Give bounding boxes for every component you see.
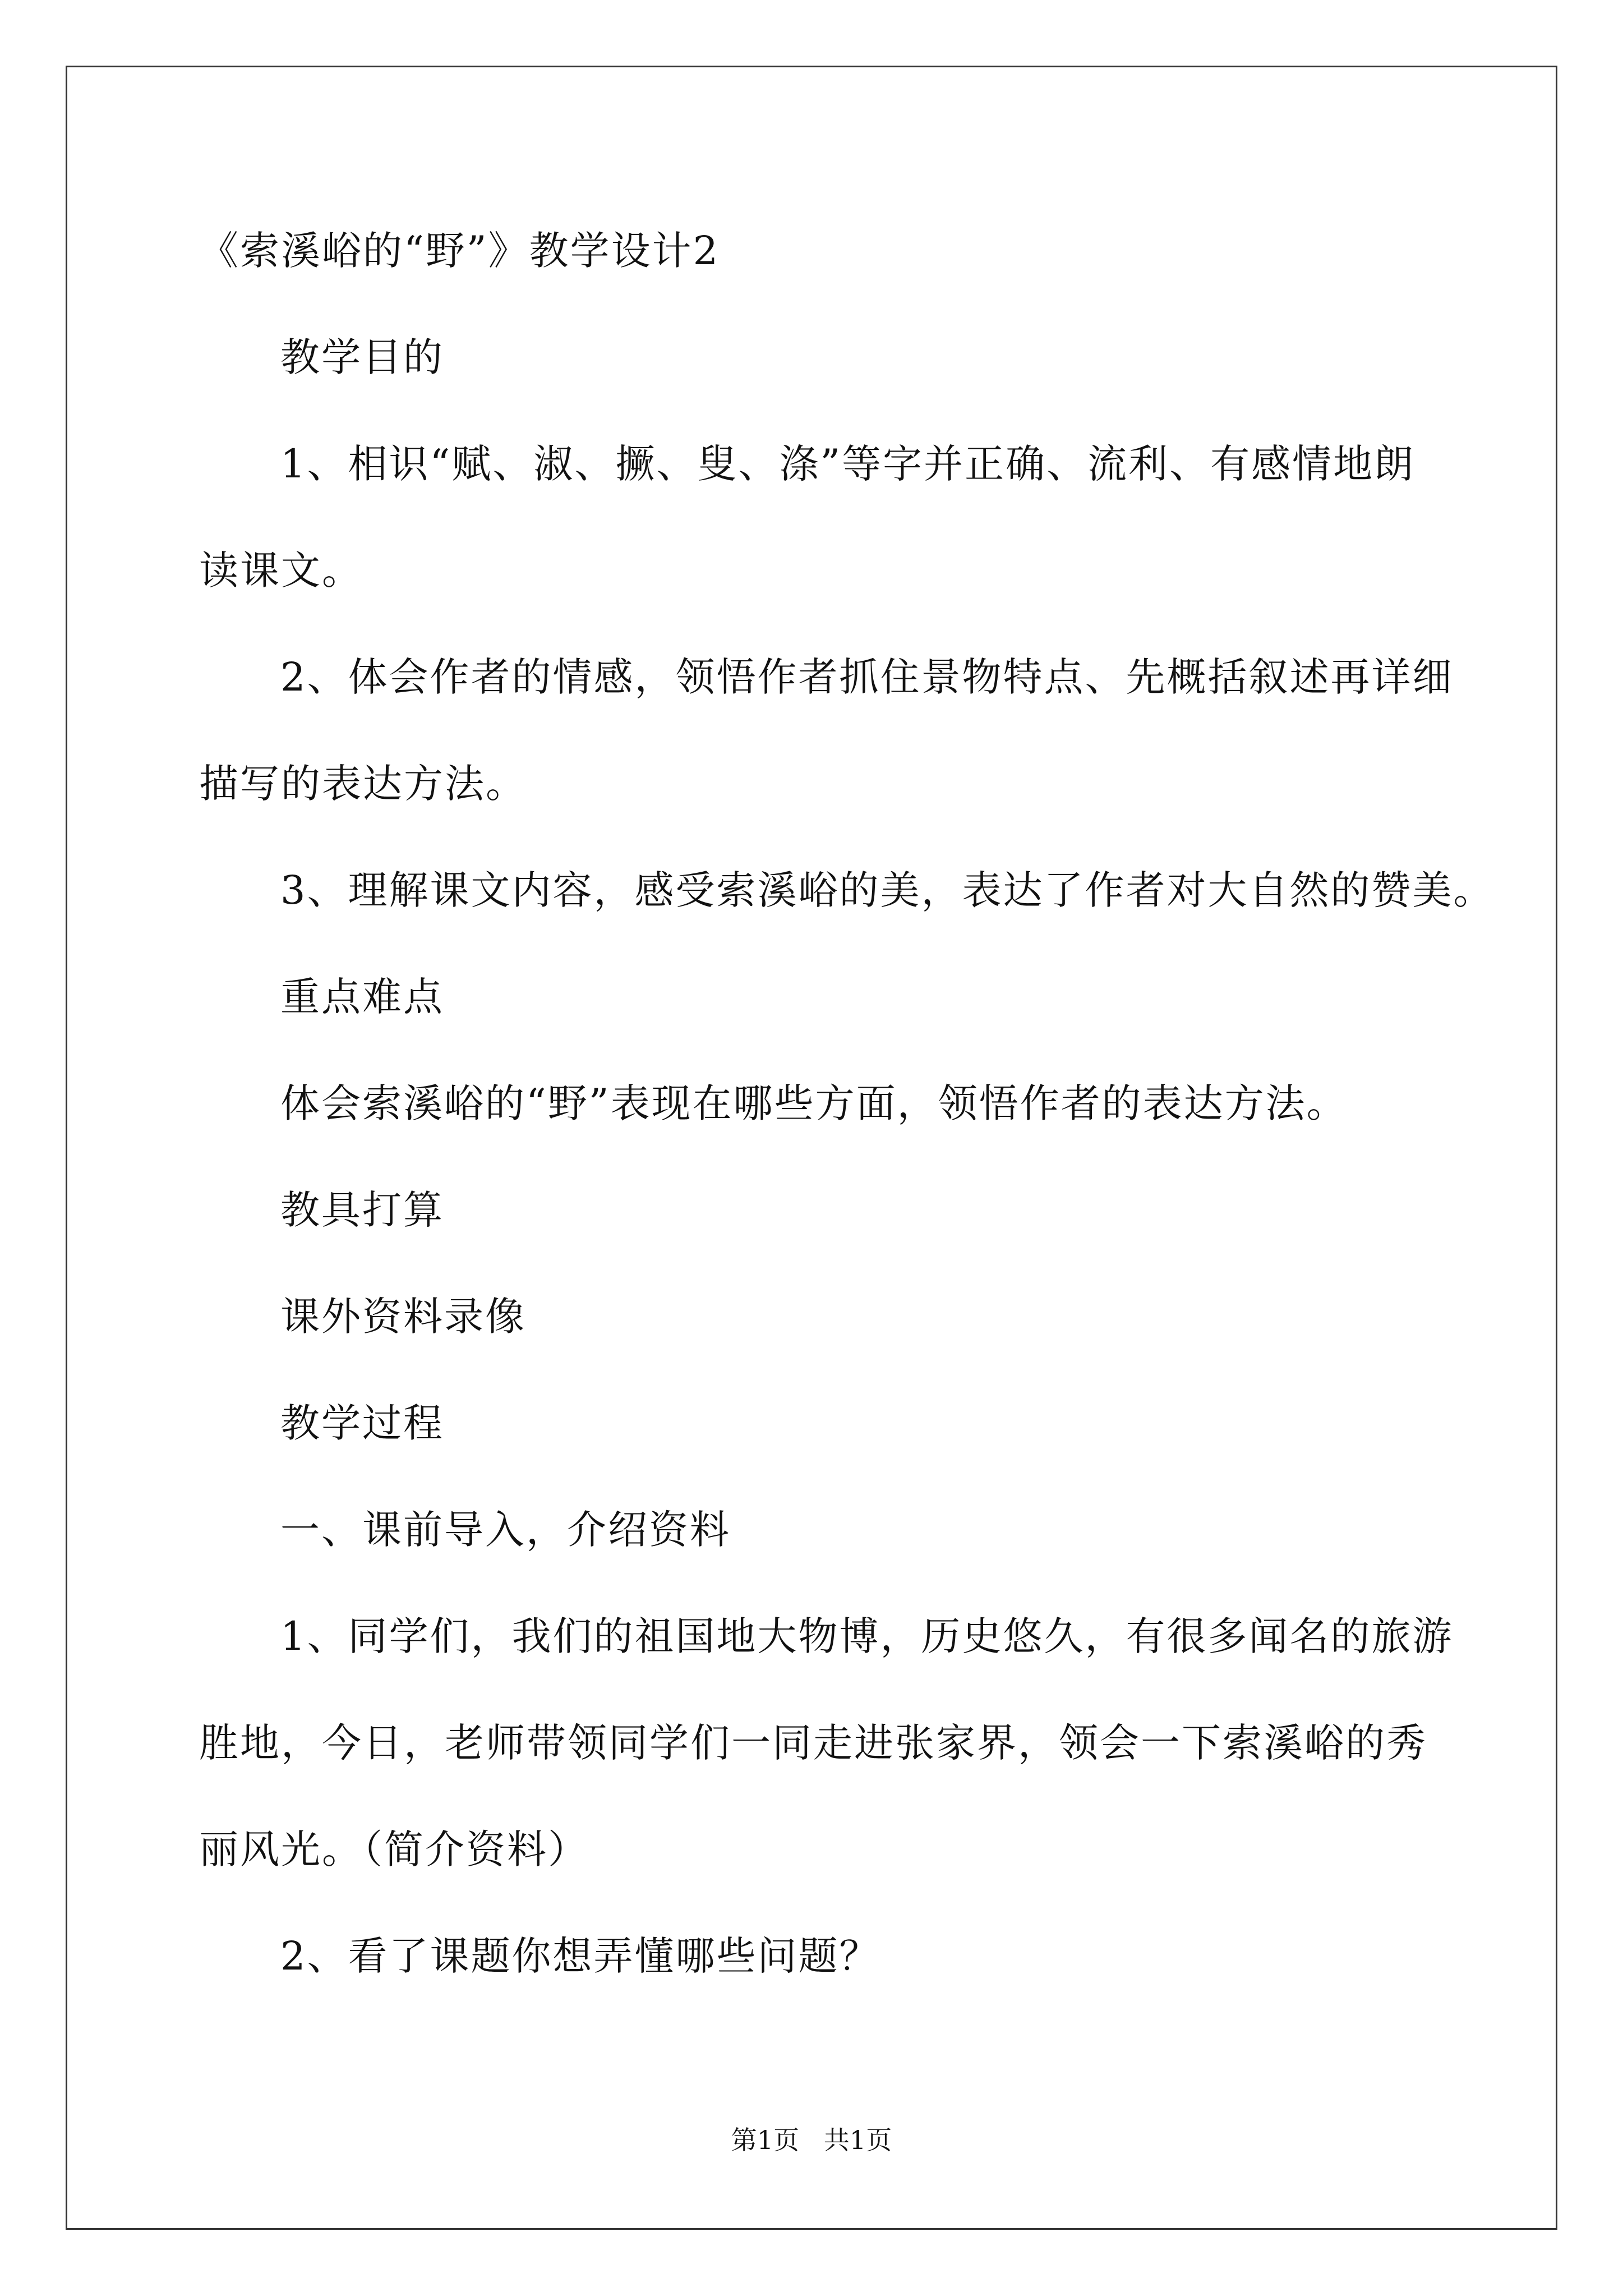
paragraph-line: 教学过程 (280, 1400, 444, 1446)
paragraph-line: 教学目的 (280, 334, 444, 380)
paragraph-line: 1、同学们，我们的祖国地大物博，历史悠久，有很多闻名的旅游 (280, 1613, 1454, 1659)
paragraph-line: 1、相识“赋、淑、撅、叟、涤”等字并正确、流利、有感情地朗 (280, 441, 1415, 487)
paragraph-line: 丽风光。（简介资料） (199, 1826, 589, 1872)
paragraph-line: 读课文。 (199, 547, 363, 593)
paragraph-line: 2、看了课题你想弄懂哪些问题？ (280, 1933, 880, 1979)
paragraph-line: 一、课前导入，介绍资料 (280, 1507, 731, 1553)
document-title: 《索溪峪的“野”》教学设计2 (199, 228, 720, 274)
paragraph-line: 胜地，今日，老师带领同学们一同走进张家界，领会一下索溪峪的秀 (199, 1720, 1427, 1766)
page-number-footer: 第1页 共1页 (731, 2125, 892, 2155)
paragraph-line: 课外资料录像 (280, 1294, 526, 1340)
paragraph-line: 重点难点 (280, 974, 444, 1020)
paragraph-line: 描写的表达方法。 (199, 761, 527, 807)
page-border (66, 66, 1557, 2230)
paragraph-line: 2、体会作者的情感，领悟作者抓住景物特点、先概括叙述再详细 (280, 654, 1454, 700)
paragraph-line: 教具打算 (280, 1187, 444, 1233)
paragraph-line: 3、理解课文内容，感受索溪峪的美，表达了作者对大自然的赞美。 (280, 867, 1495, 913)
paragraph-line: 体会索溪峪的“野”表现在哪些方面，领悟作者的表达方法。 (280, 1080, 1348, 1126)
